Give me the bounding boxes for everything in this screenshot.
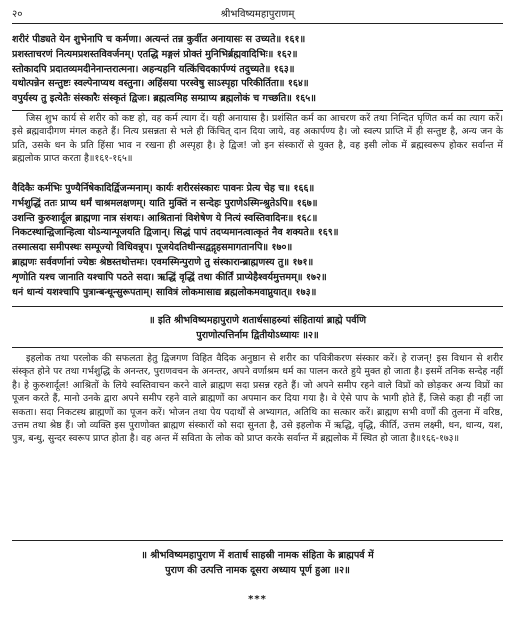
translation-161-165: जिस शुभ कार्य से शरीर को कष्ट हो, वह कर्म त्याग दें। यही अनायास है। प्रशंसित कर्म का आचरण करें तथा निन्दित घृणित कर्म का त्याग करें। इसे ब्रह्मवादीगण मंगल कहते हैं। नित्य प्रसन्नता से भले ही किंचित् दान दिया जाये, वह अकार्पण्य है। जो स्वल्प प्राप्ति में ही सन्तुष्ट है, अन्य जन के प्रति, उसके धन के प्रति हिंसा भाव न रखना ही अस्पृहा है। हे द्विज! जो इन संस्कारों से युक्त है, वह इसी लोक में ब्रह्मस्वरूप होकर सर्वान्त में ब्रह्मलोक प्राप्त करता है॥१६१-१६५॥: [12, 113, 503, 165]
verse-163: स्तोकादपि प्रदातव्यमदीनेनान्तरात्मना। अहन्यहनि यत्किंचिदकार्पण्यं तदुच्यते॥ १६३॥: [12, 63, 295, 75]
end-mark: ***: [248, 594, 267, 605]
verse-165: वपुर्यस्य तु इत्येतैः संस्कारैः संस्कृतं द्विजः। ब्रह्मत्वमिह सम्प्राप्य ब्रह्मलोकं च गच्छति॥ १६५॥: [12, 93, 316, 105]
verses-161-165: [12, 33, 503, 107]
divider: [12, 540, 503, 541]
colophon-sanskrit: [12, 313, 503, 343]
translation-166-173: इहलोक तथा परलोक की सफलता हेतु द्विजगण विहित वैदिक अनुष्ठान से शरीर का पवित्रीकरण संस्कार करें। हे राजन्! इस विधान से शरीर संस्कृत होने पर तथा गर्भशुद्धि के अनन्तर, पुराणवचन के अनन्तर, अपने वर्णाश्रम धर्म का पालन करते हुये मुक्त हो जाता है। इसमें तनिक सन्देह नहीं है। हे कुरुशार्दूल! आश्रितों के लिये स्वस्तिवाचन करने वाले ब्राह्मण सदा प्रसन्न रहते हैं। जो अपने समीप रहने वाले विप्रों को छोड़कर अन्य विप्रों का पूजन करते हैं, मानो उनके द्वारा अपने समीप रहने वाले ब्राह्मणों का अपमान कर दिया गया है। वे ऐसे पाप के भागी होते हैं, जिसे कहा ही नहीं जा सकता। सदा निकटस्थ ब्राह्मणों का पूजन करें। भोजन तथा पेय पदार्थों से अभ्यागत, अतिथि का सत्कार करें। ब्राह्मण सभी वर्णों की तुलना में वरिष्ठ, उत्तम तथा श्रेष्ठ हैं। जो व्यक्ति इस पुराणोक्त ब्राह्मण संस्कारों को सदा सुनता है, उसे इहलोक में ऋद्धि, वृद्धि, कीर्ति, उत्तम लक्ष्मी, धन, धान्य, यश, पुत्र, बन्धु, सुन्दर स्वरूप प्राप्त होता है। वह अन्त में सविता के लोक को प्राप्त करके सर्वान्त में ब्रह्मलोक में स्थित हो जाता है॥१६६-१७३॥: [12, 353, 503, 445]
verse-169: निकटस्थान्द्विजान्हित्वा योऽन्यान्पूजयति द्विजान्। सिद्धं पापं तदप्यमानत्वात्कृतं नैव शक्यते॥ १६९॥: [12, 227, 339, 239]
running-title: श्रीभविष्यमहापुराणम्: [220, 9, 295, 20]
verse-167: गर्भशुद्धिं ततः प्राप्य धर्मं चाश्रमलक्षणम्। याति मुक्तिं न सन्देहः पुराणेऽस्मिन्श्रुतेऽपि॥ १६७॥: [12, 197, 318, 209]
verse-162: प्रशस्ताचरणं नित्यमप्रशस्तविवर्जनम्। एतद्धि मङ्गलं प्रोक्तं मुनिभिर्ब्रह्मवादिभिः॥ १६२॥: [12, 48, 298, 60]
header-rule: [12, 23, 503, 24]
verse-173: धनं धान्यं यशश्चापि पुत्रान्बन्धून्सुरूपताम्। सावित्रं लोकमासाद्य ब्रह्मलोकमवाप्नुयात्॥ १७३॥: [12, 286, 317, 298]
colophon-hindi: [12, 548, 503, 578]
colophon-line: ॥ इति श्रीभविष्यमहापुराणे शतार्धसाहस्र्यां संहितायां ब्राह्मे पर्वणि: [148, 315, 367, 326]
colophon-line: ॥ श्रीभविष्यमहापुराण में शतार्ध साहस्री नामक संहिता के ब्राह्मपर्व में: [141, 550, 374, 561]
verse-161: शरीरं पीड्यते येन शुभेनापि च कर्मणा। अत्यन्तं तन्न कुर्वीत अनायासः स उच्यते॥ १६१॥: [12, 34, 306, 45]
colophon-line: पुराणोत्पत्तिर्नाम द्वितीयोऽध्यायः ॥२॥: [196, 330, 319, 341]
verse-168: उशन्ति कुरुशार्दूल ब्राह्मणा नात्र संशयः। आश्रितानां विशेषेण ये नित्यं स्वस्तिवादिनः॥ १६८॥: [12, 212, 318, 224]
page-header: [12, 6, 503, 22]
divider: [12, 347, 503, 348]
divider: [12, 306, 503, 307]
divider: [12, 110, 503, 111]
page-number: २०: [12, 9, 23, 20]
verses-166-173: [12, 182, 503, 300]
verse-166: वैदिकैः कर्मभिः पुण्यैर्निषेकादिर्द्विजन्मनाम्। कार्यः शरीरसंस्कारः पावनः प्रेत्य चेह च॥ १६६॥: [12, 183, 315, 194]
verse-170: तस्मात्सदा समीपस्थः सम्पूज्यो विधिवन्नृप। पूजयेदतिथीन्सद्वद्गृहसमागतानपि॥ १७०॥: [12, 242, 293, 254]
verse-164: यथोत्पन्नेन सन्तुष्टः स्वल्पेनाप्यथ वस्तुना। अहिंसया परस्वेषु साऽस्पृहा परिकीर्तिता॥ १६४॥: [12, 78, 309, 90]
verse-172: शृणोति यश्च जानाति यश्चापि पठते सदा। ऋद्धिं वृद्धिं तथा कीर्तिं प्राप्येहैश्वर्यमुत्तमम्॥ १७२॥: [12, 271, 327, 283]
colophon-line: पुराण की उत्पत्ति नामक दूसरा अध्याय पूर्ण हुआ ॥२॥: [165, 565, 350, 576]
verse-171: ब्राह्मणः सर्ववर्णानां ज्येष्ठः श्रेष्ठस्तथोत्तमः। एवमस्मिन्पुराणे तु संस्कारान्ब्राह्मणस्य तु॥ १७१॥: [12, 256, 314, 268]
